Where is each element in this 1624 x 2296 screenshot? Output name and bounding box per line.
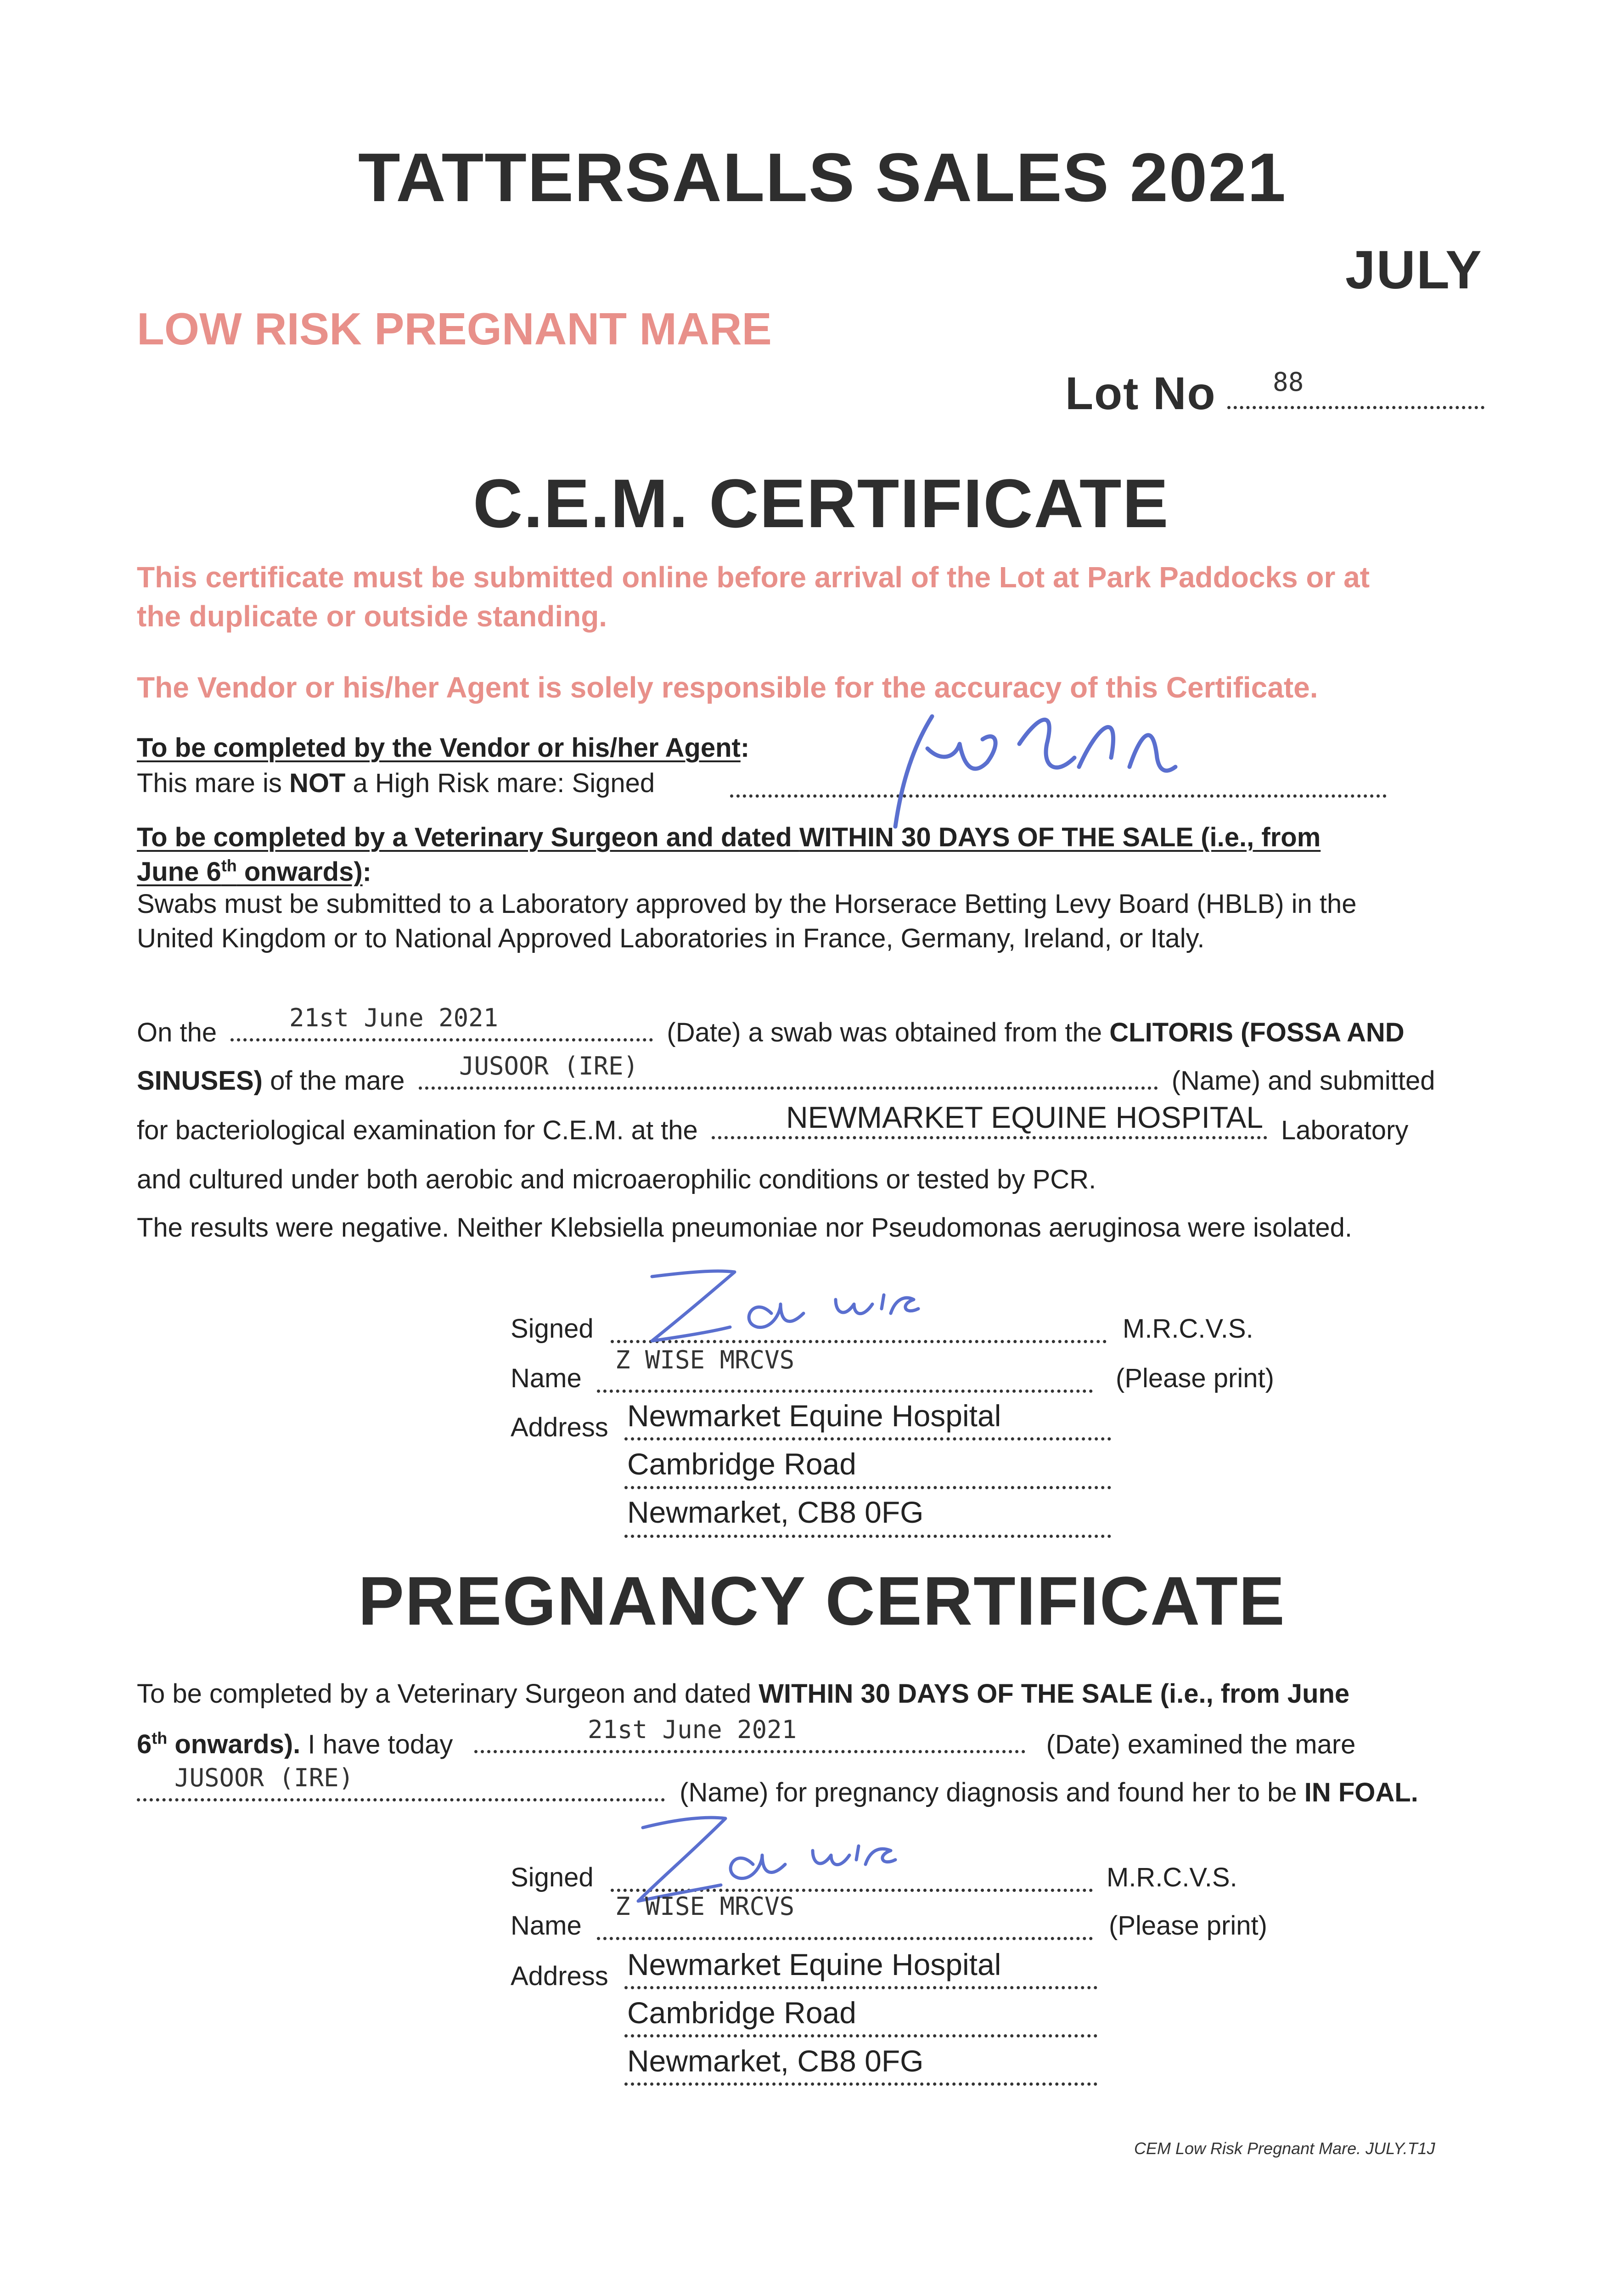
cem-name-line bbox=[597, 1390, 1093, 1393]
cem-please-print: (Please print) bbox=[1116, 1363, 1274, 1393]
cem-notice-line-1: This certificate must be submitted online before arrival of the Lot at Park Paddocks or at bbox=[137, 561, 1370, 594]
sale-month: JULY bbox=[1345, 240, 1483, 300]
pregnancy-date-value: 21st June 2021 bbox=[588, 1715, 797, 1744]
cem-title: C.E.M. CERTIFICATE bbox=[473, 465, 1169, 542]
vendor-declaration: This mare is NOT a High Risk mare: Signed bbox=[137, 768, 655, 798]
cem-name-label: Name bbox=[511, 1363, 582, 1393]
lot-number-value: 88 bbox=[1273, 367, 1304, 397]
cem-vet-signature bbox=[634, 1258, 927, 1350]
cultured-statement: and cultured under both aerobic and microaerophilic conditions or tested by PCR. bbox=[137, 1165, 1096, 1194]
lot-label: Lot No bbox=[1065, 368, 1216, 419]
laboratory-line: for bacteriological examination for C.E.M. at the Laboratory bbox=[137, 1115, 1409, 1145]
pregnancy-mare-name-value: JUSOOR (IRE) bbox=[174, 1763, 354, 1792]
cem-notice-line-2: the duplicate or outside standing. bbox=[137, 600, 607, 633]
swab-date-line: On the (Date) a swab was obtained from the CLITORIS (FOSSA AND bbox=[137, 1018, 1405, 1047]
vet-heading-line-1: To be completed by a Veterinary Surgeon and dated WITHIN 30 DAYS OF THE SALE (i.e., from bbox=[137, 822, 1321, 852]
pregnancy-vet-name-value: Z WISE MRCVS bbox=[615, 1892, 795, 1921]
vendor-heading: To be completed by the Vendor or his/her Agent: bbox=[137, 733, 750, 763]
laboratory-name-value: NEWMARKET EQUINE HOSPITAL bbox=[786, 1100, 1264, 1134]
pregnancy-address-line-1: Newmarket Equine Hospital bbox=[627, 1947, 1001, 1981]
pregnancy-address-label: Address bbox=[511, 1961, 608, 1991]
pregnancy-line-2: 6th onwards). I have today (Date) examined the mare bbox=[137, 1729, 1356, 1760]
pregnancy-address-line-2: Cambridge Road bbox=[627, 1996, 856, 2030]
results-statement: The results were negative. Neither Klebsiella pneumoniae nor Pseudomonas aeruginosa were isolated. bbox=[137, 1213, 1352, 1243]
pregnancy-address-line-3: Newmarket, CB8 0FG bbox=[627, 2044, 924, 2078]
cem-address-line-1: Newmarket Equine Hospital bbox=[627, 1399, 1001, 1433]
cem-mare-name-value: JUSOOR (IRE) bbox=[459, 1052, 639, 1080]
cem-signed-label: Signed bbox=[511, 1314, 594, 1344]
pregnancy-signed-label: Signed bbox=[511, 1863, 594, 1892]
vendor-signature bbox=[882, 689, 1203, 836]
form-code: CEM Low Risk Pregnant Mare. JULY.T1J bbox=[1134, 2139, 1435, 2158]
pregnancy-line-1: To be completed by a Veterinary Surgeon and dated WITHIN 30 DAYS OF THE SALE (i.e., from June bbox=[137, 1679, 1350, 1709]
swab-date-value: 21st June 2021 bbox=[289, 1003, 499, 1032]
pregnancy-name-label: Name bbox=[511, 1911, 582, 1941]
cem-mrcvs-label: M.R.C.V.S. bbox=[1123, 1314, 1253, 1344]
swab-instructions-line-1: Swabs must be submitted to a Laboratory approved by the Horserace Betting Levy Board (HBLB) in the bbox=[137, 889, 1357, 919]
cem-address-line-2: Cambridge Road bbox=[627, 1447, 856, 1481]
mare-category: LOW RISK PREGNANT MARE bbox=[137, 304, 772, 354]
cem-address-label: Address bbox=[511, 1412, 608, 1442]
mare-name-line: SINUSES) of the mare (Name) and submitted bbox=[137, 1066, 1435, 1096]
pregnancy-title: PREGNANCY CERTIFICATE bbox=[358, 1562, 1286, 1639]
cem-address-line-3: Newmarket, CB8 0FG bbox=[627, 1495, 924, 1529]
vet-heading-line-2: June 6th onwards): bbox=[137, 856, 371, 887]
pregnancy-mrcvs-label: M.R.C.V.S. bbox=[1107, 1863, 1237, 1892]
cem-vet-name-value: Z WISE MRCVS bbox=[615, 1345, 795, 1374]
pregnancy-please-print: (Please print) bbox=[1109, 1911, 1267, 1941]
pregnancy-line-3: (Name) for pregnancy diagnosis and found her to be IN FOAL. bbox=[137, 1777, 1418, 1808]
sales-title: TATTERSALLS SALES 2021 bbox=[358, 139, 1287, 216]
swab-instructions-line-2: United Kingdom or to National Approved Laboratories in France, Germany, Ireland, or Italy. bbox=[137, 923, 1205, 953]
pregnancy-name-line bbox=[597, 1937, 1093, 1940]
cem-notice-line-3: The Vendor or his/her Agent is solely responsible for the accuracy of this Certificate. bbox=[137, 671, 1318, 704]
